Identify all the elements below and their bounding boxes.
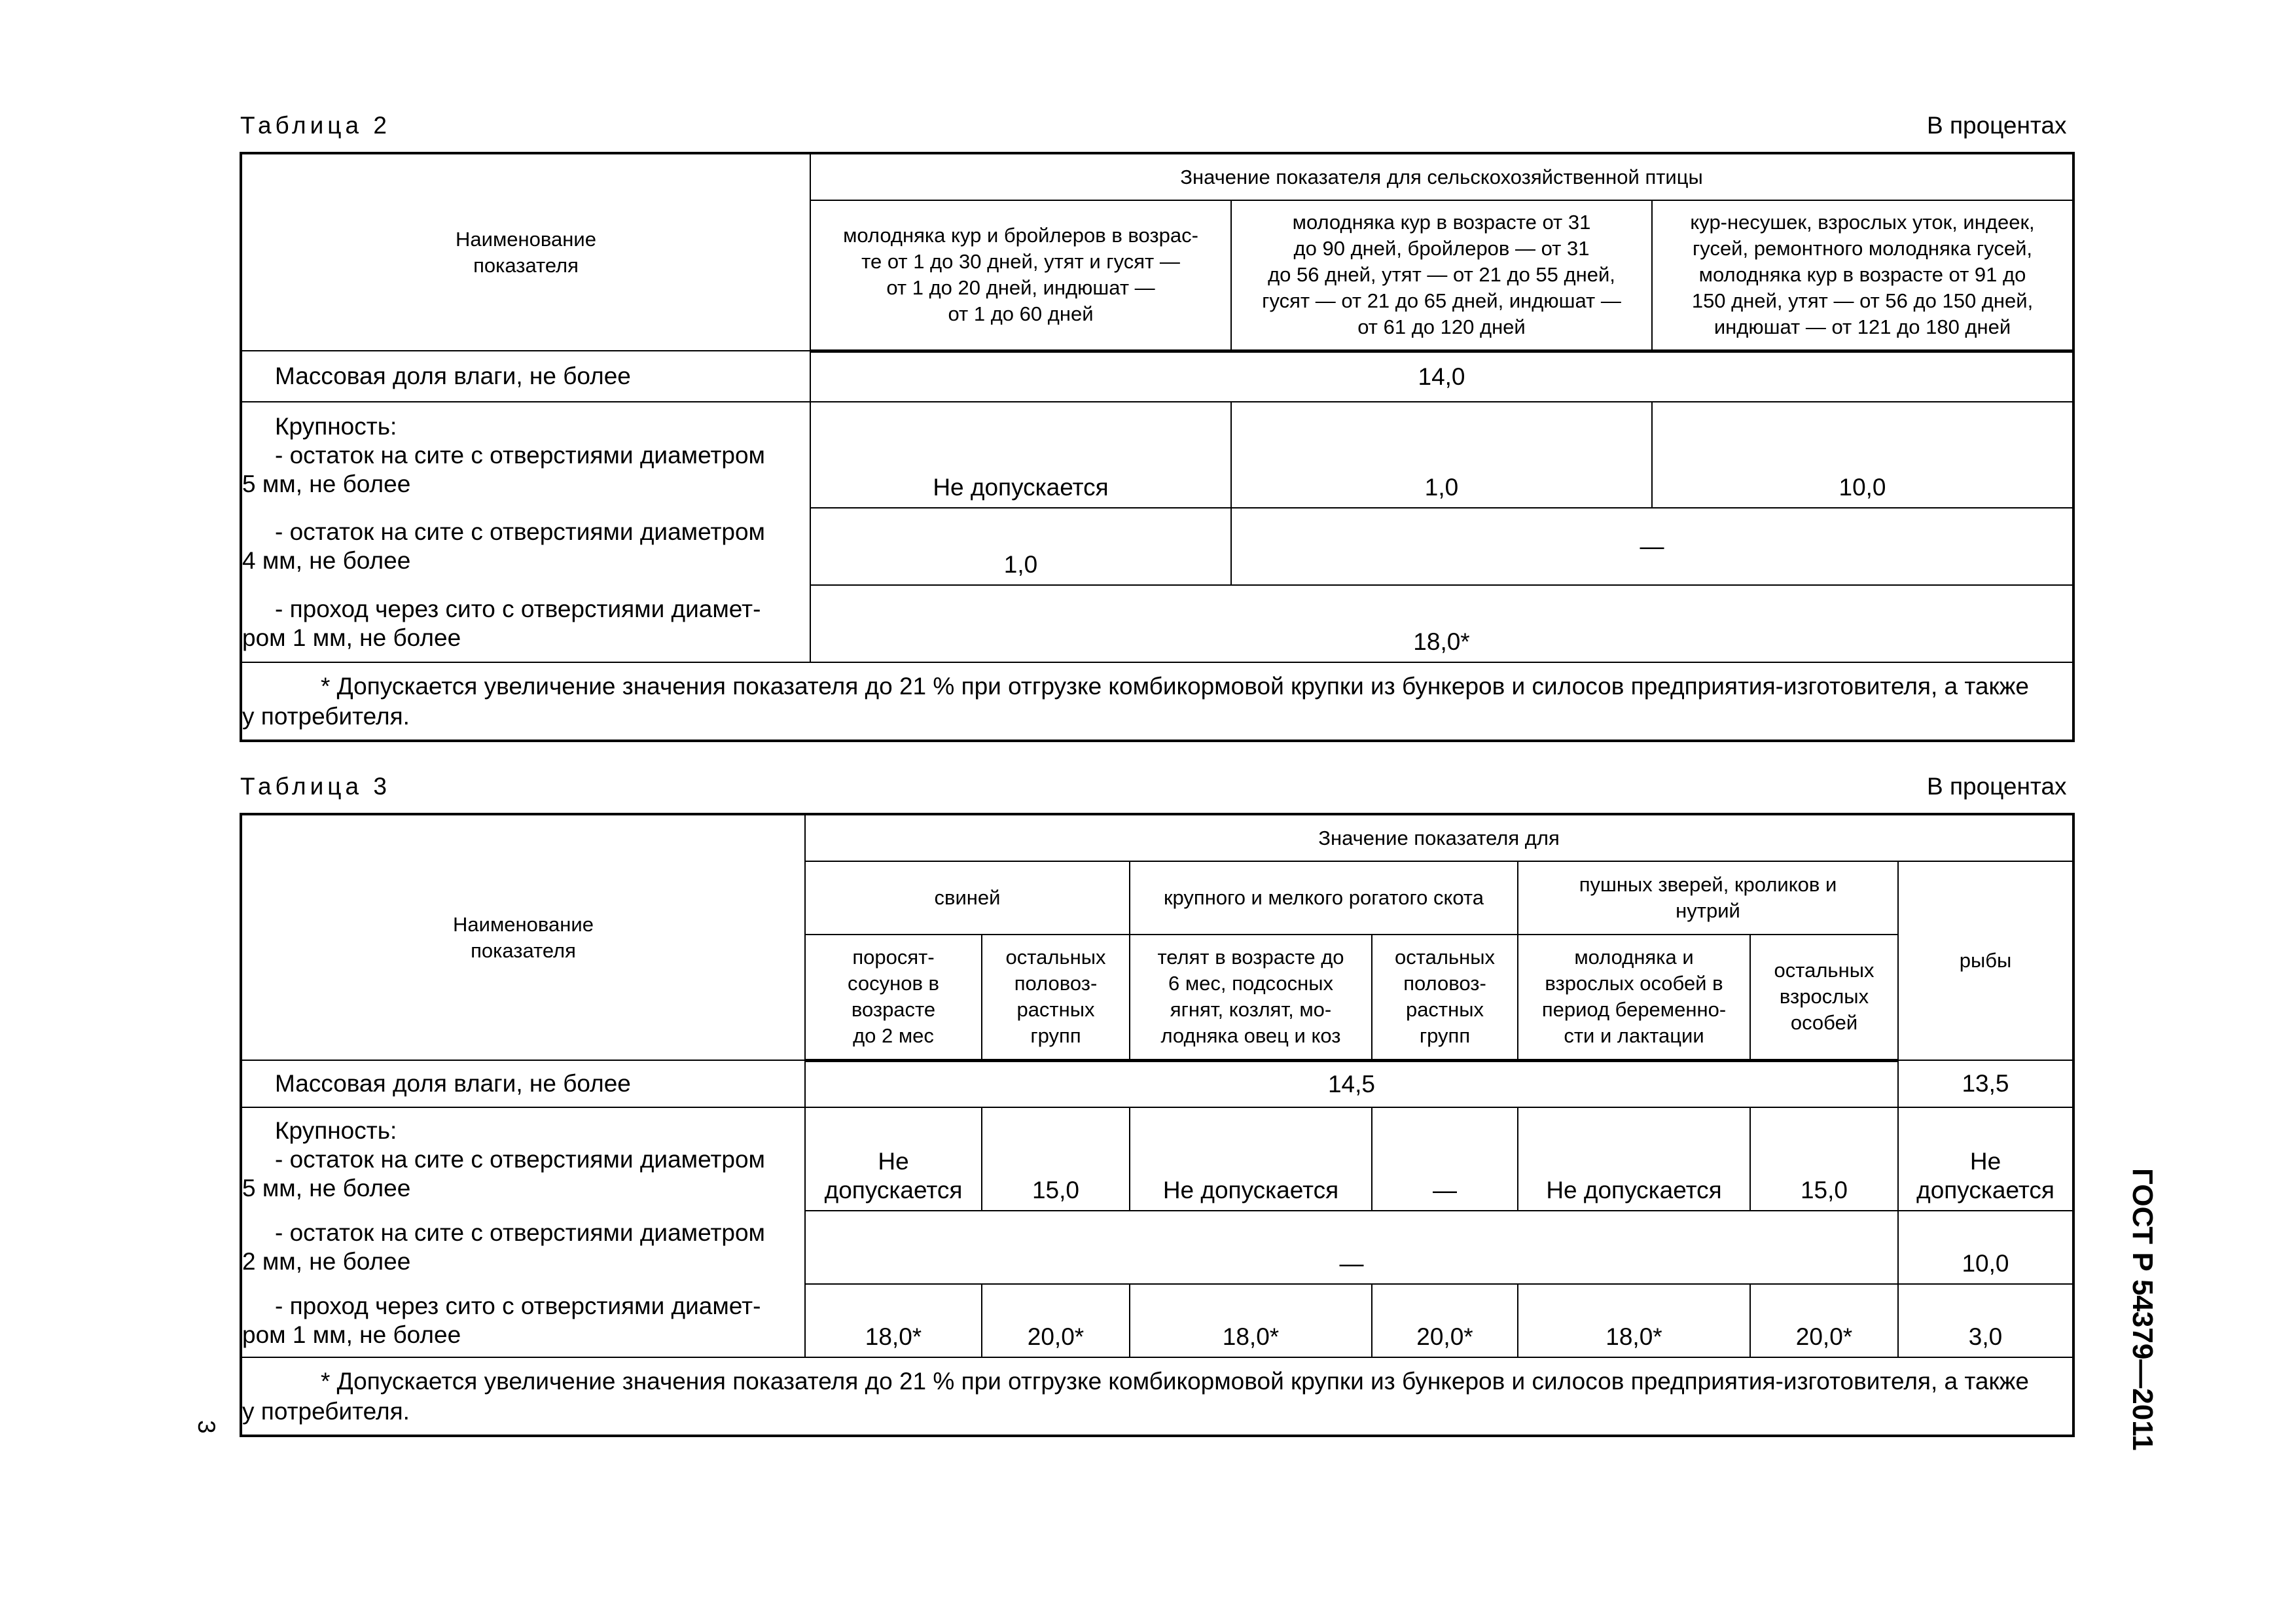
table2-row-moisture	[241, 351, 2073, 402]
table3-moisture-fish: 13,5	[1898, 1060, 2073, 1107]
row-label: ром 1 мм, не более	[242, 624, 461, 651]
table3-size-value: —	[1372, 1107, 1518, 1211]
gost-code: ГОСТ Р 54379—2011	[2126, 1168, 2159, 1451]
row-label: - проход через сито с отверстиями диамет-	[275, 1292, 761, 1319]
table3-size-value: Не допускается	[1518, 1107, 1750, 1211]
row-label: - остаток на сите с отверстиями диаметром	[275, 1145, 765, 1173]
footnote-line: * Допускается увеличение значения показателя до 21 % при отгрузке комбикормовой крупки из бункеров и силосов предприятия-изготовителя, а также	[321, 1367, 2029, 1395]
table2-header-col2: молодняка кур в возрасте от 31 до 90 дней, бройлеров — от 31 до 56 дней, утят — от 21 до 55 дней, гусят — от 21 до 65 дней, индюшат — от 61 до 120 дней	[1231, 200, 1652, 351]
table3-header-group: Значение показателя для	[805, 814, 2073, 861]
table3-sub-header: поросят- сосунов в возрасте до 2 мес	[805, 935, 982, 1060]
table2-title: Таблица 2	[240, 112, 391, 139]
table3-sieve2-value: —	[805, 1211, 1898, 1284]
row-label: Массовая доля влаги, не более	[275, 363, 631, 389]
table3-pass1-value: 18,0*	[1518, 1284, 1750, 1357]
table3-sieve2-fish: 10,0	[1898, 1211, 2073, 1284]
row-label: - проход через сито с отверстиями диамет-	[275, 595, 761, 622]
table2-moisture-value: 14,0	[810, 351, 2073, 402]
table3-pass1-value: 20,0*	[1372, 1284, 1518, 1357]
footnote-line: у потребителя.	[242, 702, 410, 730]
table2-row-sieve4	[241, 508, 2073, 585]
table3-size-value: Не допускается	[805, 1107, 982, 1211]
table3-header-fish: рыбы	[1898, 861, 2073, 1060]
table3-pass1-value: 18,0*	[1130, 1284, 1372, 1357]
table3-moisture-value: 14,5	[805, 1060, 1898, 1107]
row-label: Массовая доля влаги, не более	[275, 1070, 631, 1097]
row-label: 4 мм, не более	[242, 547, 411, 574]
footnote-line: у потребителя.	[242, 1397, 410, 1425]
table2-row-size	[241, 402, 2073, 508]
table3	[240, 813, 2075, 1437]
table3-row-sieve2	[241, 1211, 2073, 1284]
table3-sub-header: телят в возрасте до 6 мес, подсосных ягнят, козлят, мо- лодняка овец и коз	[1130, 935, 1372, 1060]
table3-header-fur: пушных зверей, кроликов и нутрий	[1518, 861, 1898, 935]
row-label: 5 мм, не более	[242, 1174, 411, 1202]
table2-sieve4-value-2: —	[1231, 508, 2073, 585]
row-label: Крупность:	[275, 1116, 397, 1144]
table2-size-value-3: 10,0	[1652, 402, 2073, 508]
row-label: Крупность:	[275, 412, 397, 440]
table3-size-value: 15,0	[1750, 1107, 1898, 1211]
row-label: ром 1 мм, не более	[242, 1321, 461, 1348]
page-number: 3	[193, 1420, 220, 1434]
table3-size-value: 15,0	[982, 1107, 1130, 1211]
footnote-line: * Допускается увеличение значения показателя до 21 % при отгрузке комбикормовой крупки из бункеров и силосов предприятия-изготовителя, а также	[321, 672, 2029, 700]
table3-sub-header: остальных взрослых особей	[1750, 935, 1898, 1060]
table3-header-pigs: свиней	[805, 861, 1130, 935]
row-label: - остаток на сите с отверстиями диаметром	[275, 1219, 765, 1246]
table3-size-value: Не допускается	[1898, 1107, 2073, 1211]
table2-row-pass1	[241, 585, 2073, 662]
table3-sub-header: остальных половоз- растных групп	[982, 935, 1130, 1060]
table3-pass1-value: 3,0	[1898, 1284, 2073, 1357]
row-label: - остаток на сите с отверстиями диаметром	[275, 518, 765, 545]
table3-header-cattle: крупного и мелкого рогатого скота	[1130, 861, 1518, 935]
row-label: - остаток на сите с отверстиями диаметром	[275, 441, 765, 469]
table3-unit: В процентах	[1927, 773, 2067, 800]
table3-sub-header: молодняка и взрослых особей в период беременно- сти и лактации	[1518, 935, 1750, 1060]
table2-size-value-2: 1,0	[1231, 402, 1652, 508]
table2-header-name: Наименование показателя	[241, 153, 810, 351]
table3-sub-header: остальных половоз- растных групп	[1372, 935, 1518, 1060]
row-label: 2 мм, не более	[242, 1248, 411, 1275]
table3-size-value: Не допускается	[1130, 1107, 1372, 1211]
table2-unit: В процентах	[1927, 112, 2067, 139]
table2-size-value-1: Не допускается	[810, 402, 1231, 508]
table2-footnote	[241, 662, 2073, 741]
table3-header-name: Наименование показателя	[241, 814, 805, 1060]
table3-title: Таблица 3	[240, 773, 391, 800]
table3-pass1-value: 20,0*	[1750, 1284, 1898, 1357]
table3-note-row	[241, 1357, 2073, 1436]
table3-footnote	[241, 1357, 2073, 1436]
table2-header-group: Значение показателя для сельскохозяйственной птицы	[810, 153, 2073, 200]
table2-sieve4-value-1: 1,0	[810, 508, 1231, 585]
table2-header-col3: кур-несушек, взрослых уток, индеек, гусей, ремонтного молодняка гусей, молодняка кур в возрасте от 91 до 150 дней, утят — от 56 до 150 дней, индюшат — от 121 до 180 дней	[1652, 200, 2073, 351]
table2	[240, 152, 2075, 742]
table2-pass1-value: 18,0*	[810, 585, 2073, 662]
table2-header-col1: молодняка кур и бройлеров в возрас- те от 1 до 30 дней, утят и гусят — от 1 до 20 дней, индюшат — от 1 до 60 дней	[810, 200, 1231, 351]
table3-row-moisture	[241, 1060, 2073, 1107]
table3-row-size	[241, 1107, 2073, 1211]
table3-pass1-value: 20,0*	[982, 1284, 1130, 1357]
table3-row-pass1	[241, 1284, 2073, 1357]
table3-pass1-value: 18,0*	[805, 1284, 982, 1357]
table2-note-row	[241, 662, 2073, 741]
row-label: 5 мм, не более	[242, 470, 411, 497]
